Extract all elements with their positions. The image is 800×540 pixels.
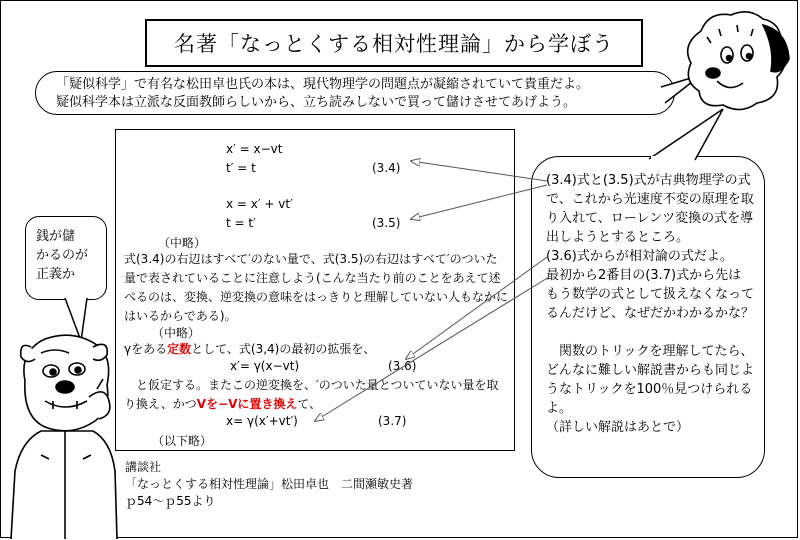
explanation-speech-bubble: (3.4)式と(3.5)式が古典物理学の式で、これから光速度不変の原理を取り入れて、ローレンツ変換の式を導出しようとするところ。 (3.6)式からが相対論の式だよ。 最初から2番目の(3.7)式から先はもう数学の式として扱えなくなってるんだけど、なぜだかわかるかな？ 関数のトリックを理解してたら、どんなに難しい解説書からも同じようなトリックを100％見つけられるよ。 （詳しい解説はあとで） <box>531 156 765 478</box>
paragraph-2-end: として、式(3,4)の最初の拡張を、 <box>191 342 376 356</box>
equation-3-4-t: t′ = t <box>226 161 256 175</box>
bulldog-character-icon <box>11 335 117 539</box>
intro-line-2: 疑似科学本は立派な反面教師らしいから、立ち読みしないで買って儲けさせてあげよう。 <box>56 95 577 110</box>
highlight-constant: 定数 <box>167 342 192 356</box>
equation-number-3-4: (3.4) <box>372 161 401 175</box>
paragraph-3-end: て、 <box>297 397 322 411</box>
arrow-to-eq-3-4 <box>411 161 547 181</box>
highlight-replace-v: Vを−Vに置き換え <box>196 397 298 411</box>
omission-mark-3: （以下略） <box>152 434 213 448</box>
equation-3-5-x: x = x′ + vt′ <box>226 197 293 211</box>
equation-number-3-5: (3.5) <box>372 216 401 230</box>
character-speech-bubble: 銭が儲 かるのが 正義か <box>25 216 107 300</box>
paragraph-2-start: γをある <box>124 342 168 356</box>
equation-number-3-7: (3.7) <box>378 414 407 428</box>
page-title: 名著「なっとくする相対性理論」から学ぼう <box>145 19 643 67</box>
arrow-to-eq-3-7 <box>315 277 549 421</box>
excerpt-paragraph-1: 式(3.4)の右辺はすべて′のない量で、式(3.5)の右辺はすべて′のついた量で表されていることに注意しよう(こんな当たり前のことをあえて述べるのは、変換、逆変換の意味をはっきりと理解していない人もなかにはいるからである)。 <box>124 252 509 323</box>
paragraph-3-start: と仮定する。またこの逆変換を、′のついた量とついていない量を取り換え、かつ <box>124 378 499 411</box>
equation-3-5-t: t = t′ <box>226 216 256 230</box>
intro-line-1: 「疑似科学」で有名な松田卓也氏の本は、現代物理学の問題点が凝縮されていて貴重だよ。 <box>56 77 590 92</box>
equation-3-6: x′= γ(x−vt) <box>230 359 300 373</box>
dog-character-icon <box>688 12 789 110</box>
arrow-to-eq-3-5 <box>411 185 547 219</box>
arrow-to-eq-3-6 <box>406 257 547 359</box>
connectors-and-characters <box>1 1 799 539</box>
equation-3-4-x: x′ = x−vt <box>226 142 283 156</box>
omission-mark-1: （中略） <box>158 236 207 250</box>
equation-3-7: x= γ(x′+vt′) <box>226 414 298 428</box>
source-pages: ｐ54〜ｐ55より <box>125 494 216 508</box>
source-title-authors: 「なっとくする相対性理論」松田卓也 二間瀬敏史著 <box>125 477 414 491</box>
equation-number-3-6: (3.6) <box>388 359 417 373</box>
omission-mark-2: （中略） <box>152 326 201 340</box>
explanation-bubble-tail <box>649 109 723 160</box>
source-publisher: 講談社 <box>125 460 162 474</box>
